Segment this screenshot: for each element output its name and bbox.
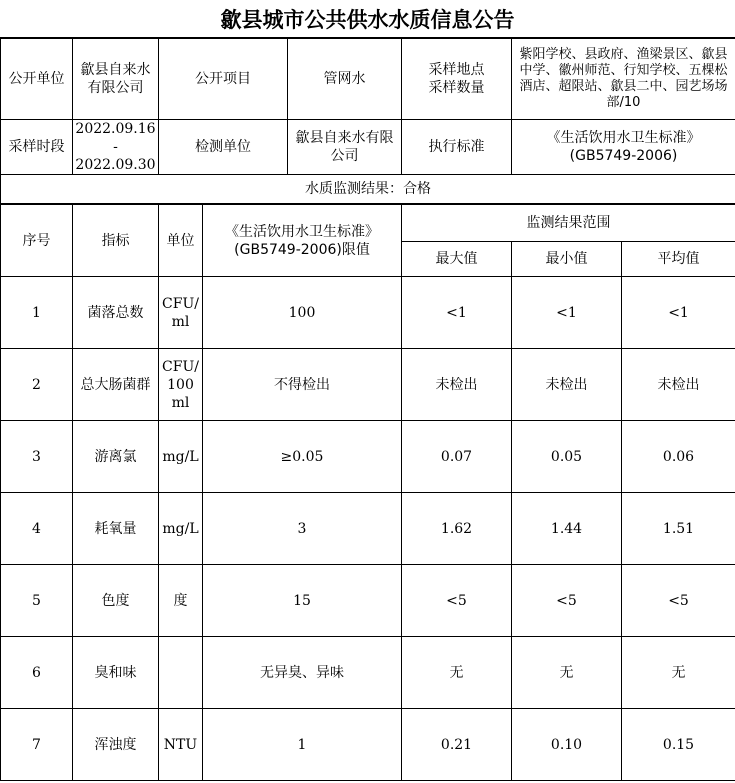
row-limit: 无异臭、异味 [203,637,402,709]
row-unit: mg/L [159,421,203,493]
row-indicator: 菌落总数 [73,277,159,349]
row-no: 5 [1,565,73,637]
row-min: 未检出 [512,349,622,421]
lab-label: 检测单位 [159,120,288,175]
item-value: 管网水 [288,39,402,120]
table-row [1,349,735,421]
row-unit: CFU/100ml [159,349,203,421]
table-row [1,637,735,709]
row-limit: 3 [203,493,402,565]
publisher-label: 公开单位 [1,39,73,120]
row-avg: 0.15 [622,709,735,781]
row-max: 未检出 [402,349,512,421]
header-avg: 平均值 [622,242,735,277]
row-no: 2 [1,349,73,421]
row-min: <1 [512,277,622,349]
row-no: 3 [1,421,73,493]
row-indicator: 总大肠菌群 [73,349,159,421]
row-no: 7 [1,709,73,781]
row-avg: 无 [622,637,735,709]
table-row [1,565,735,637]
row-max: 1.62 [402,493,512,565]
row-indicator: 游离氯 [73,421,159,493]
row-indicator: 浑浊度 [73,709,159,781]
document-title: 歙县城市公共供水水质信息公告 [0,0,735,38]
sampling-value: 紫阳学校、县政府、渔梁景区、歙县中学、徽州师范、行知学校、五棵松酒店、超限站、歙县二中、园艺场场部/10 [512,39,735,120]
row-avg: 未检出 [622,349,735,421]
header-min: 最小值 [512,242,622,277]
header-no: 序号 [1,205,73,277]
header-unit: 单位 [159,205,203,277]
row-min: 0.05 [512,421,622,493]
item-label: 公开项目 [159,39,288,120]
standard-label: 执行标准 [402,120,512,175]
row-avg: 1.51 [622,493,735,565]
row-unit: NTU [159,709,203,781]
row-max: <5 [402,565,512,637]
table-row [1,277,735,349]
header-limit: 《生活饮用水卫生标准》 (GB5749-2006)限值 [203,205,402,277]
row-min: <5 [512,565,622,637]
standard-value: 《生活饮用水卫生标准》 (GB5749-2006) [512,120,735,175]
row-no: 4 [1,493,73,565]
header-max: 最大值 [402,242,512,277]
row-unit: CFU/ml [159,277,203,349]
row-no: 1 [1,277,73,349]
row-avg: 0.06 [622,421,735,493]
row-limit: 15 [203,565,402,637]
period-label: 采样时段 [1,120,73,175]
info-table [0,38,735,204]
row-unit: mg/L [159,493,203,565]
row-min: 无 [512,637,622,709]
row-limit: 不得检出 [203,349,402,421]
row-unit: 度 [159,565,203,637]
row-min: 0.10 [512,709,622,781]
publisher-value: 歙县自来水有限公司 [73,39,159,120]
table-row [1,493,735,565]
sampling-label: 采样地点 采样数量 [402,39,512,120]
row-no: 6 [1,637,73,709]
lab-value: 歙县自来水有限公司 [288,120,402,175]
monitoring-result: 水质监测结果：合格 [1,175,735,204]
table-row [1,421,735,493]
row-max: 无 [402,637,512,709]
row-limit: 1 [203,709,402,781]
row-max: <1 [402,277,512,349]
row-avg: <1 [622,277,735,349]
row-min: 1.44 [512,493,622,565]
row-avg: <5 [622,565,735,637]
row-indicator: 色度 [73,565,159,637]
header-indicator: 指标 [73,205,159,277]
row-max: 0.21 [402,709,512,781]
row-indicator: 臭和味 [73,637,159,709]
row-unit [159,637,203,709]
row-limit: ≥0.05 [203,421,402,493]
row-max: 0.07 [402,421,512,493]
period-value: 2022.09.16- 2022.09.30 [73,120,159,175]
row-indicator: 耗氧量 [73,493,159,565]
results-table [0,204,735,781]
header-range: 监测结果范围 [402,205,735,242]
row-limit: 100 [203,277,402,349]
table-row [1,709,735,781]
